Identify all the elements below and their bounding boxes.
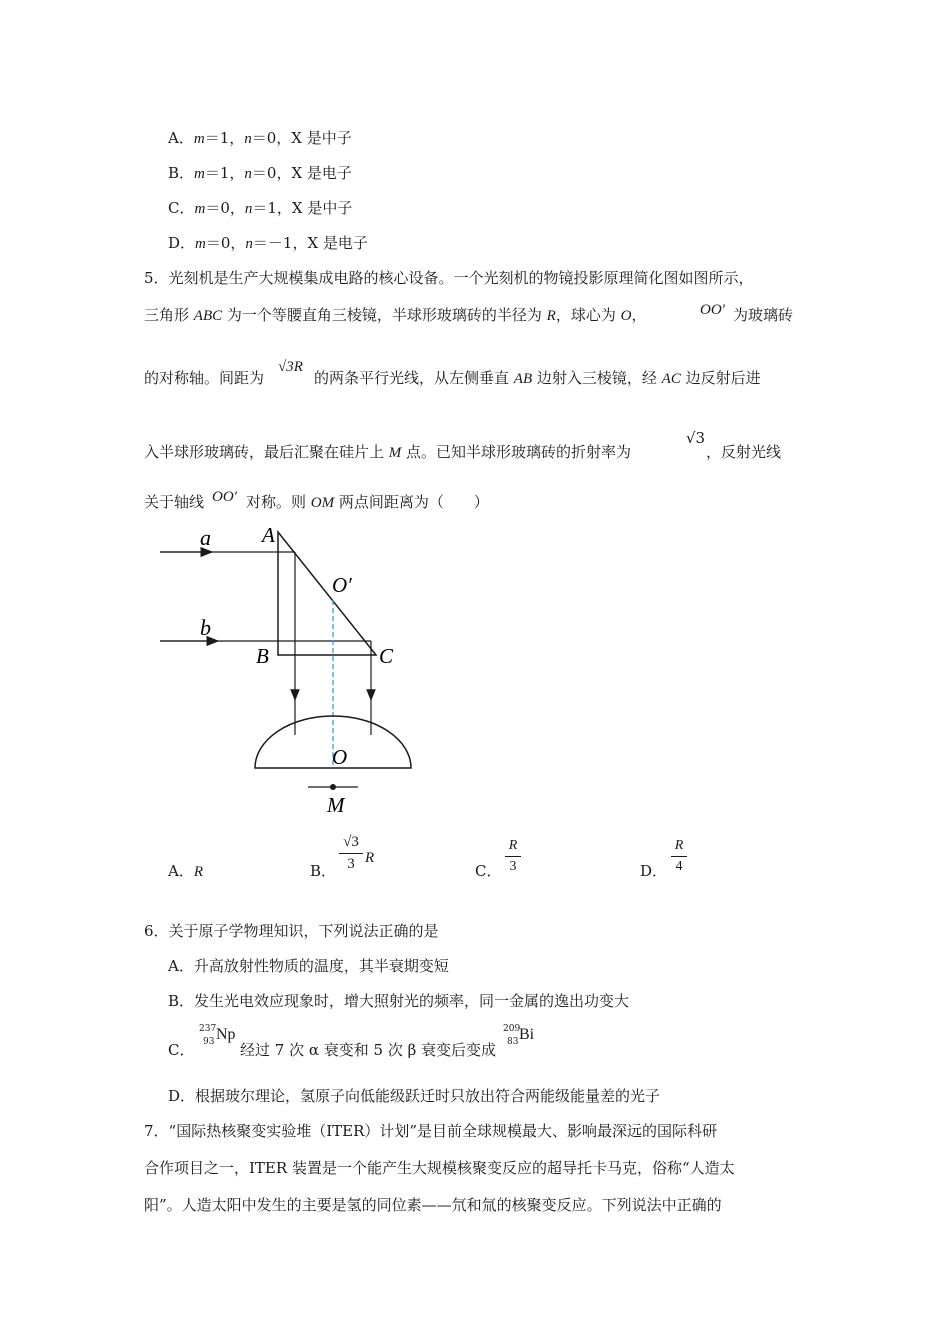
point-m [330,784,336,790]
optics-figure [150,520,420,820]
q5-line-2-end: 为玻璃砖 [733,306,794,324]
bi-mass-number: 209 [503,1024,521,1034]
q5-line-2: 三角形 ABC 为一个等腰直角三棱镜，半球形玻璃砖的半径为 R，球心为 O， [144,306,647,324]
q4-option-d: D．m＝0，n＝－1，X 是电子 [168,234,368,252]
q6-option-c-label: C． [168,1041,195,1059]
q5-line-4a: 入半球形玻璃砖，最后汇聚在硅片上 M 点。已知半球形玻璃砖的折射率为 [144,443,632,461]
q7-line-3: 阳”。人造太阳中发生的主要是氢的同位素——氘和氚的核聚变反应。下列说法中正确的 [144,1196,722,1214]
bi-atomic-number: 83 [507,1037,519,1047]
prism [278,532,376,655]
label-O-prime: O′ [332,573,352,597]
q4-option-b: B．m＝1，n＝0，X 是电子 [168,164,352,182]
q5-axis-oo-2: OO′ [212,489,237,505]
q5-option-c-fraction: R 3 [505,838,521,875]
q5-option-b-label: B． [310,862,337,880]
q6-option-d: D．根据玻尔理论，氢原子向低能级跃迁时只放出符合两能级能量差的光子 [168,1087,661,1105]
q5-option-d-label: D． [640,862,668,880]
q5-line-1: 5．光刻机是生产大规模集成电路的核心设备。一个光刻机的物镜投影原理简化图如图所示， [144,269,754,287]
q7-line-2: 合作项目之一，ITER 装置是一个能产生大规模核聚变反应的超导托卡马克，俗称“人造太 [144,1159,735,1177]
q5-option-a: A．R [168,862,204,880]
label-O: O [332,745,348,769]
q4-option-c: C．m＝0，n＝1，X 是中子 [168,199,353,217]
q7-line-1: 7．“国际热核聚变实验堆（ITER）计划”是目前全球规模最大、影响最深远的国际科研 [144,1122,718,1140]
q5-option-c-label: C． [475,862,502,880]
q5-line-4c: ，反射光线 [706,443,782,461]
np-atomic-number: 93 [203,1037,215,1047]
np-mass-number: 237 [199,1024,217,1034]
label-a: a [200,525,211,550]
q5-sqrt3: √3 [686,429,706,447]
q5-option-b-fraction: √3 3 [339,834,363,873]
q5-axis-oo: OO′ [700,302,725,318]
q4-option-a: A．m＝1，n＝0，X 是中子 [168,129,352,147]
label-A: A [262,523,275,547]
bi-symbol: Bi [519,1026,535,1043]
q6-option-c-text: 经过 7 次 α 衰变和 5 次 β 衰变后变成 [240,1041,497,1059]
q5-line-5a: 关于轴线 [144,493,205,511]
q5-option-b-tail: R [365,850,375,866]
label-B: B [256,644,269,668]
q5-line-3b: 的两条平行光线，从左侧垂直 AB 边射入三棱镜，经 AC 边反射后进 [314,369,761,387]
label-M: M [327,793,345,817]
np-symbol: Np [216,1026,236,1043]
q5-sqrt3r: √3R [278,359,303,375]
q5-line-5b: 对称。则 OM 两点间距离为（ ） [246,493,489,511]
label-C: C [379,644,394,668]
q6-option-b: B．发生光电效应现象时，增大照射光的频率，同一金属的逸出功变大 [168,992,630,1010]
label-b: b [200,615,211,640]
q6-stem: 6．关于原子学物理知识，下列说法正确的是 [144,922,439,940]
q6-option-a: A．升高放射性物质的温度，其半衰期变短 [168,957,449,975]
q5-option-d-fraction: R 4 [671,838,687,875]
q5-line-3a: 的对称轴。间距为 [144,369,265,387]
